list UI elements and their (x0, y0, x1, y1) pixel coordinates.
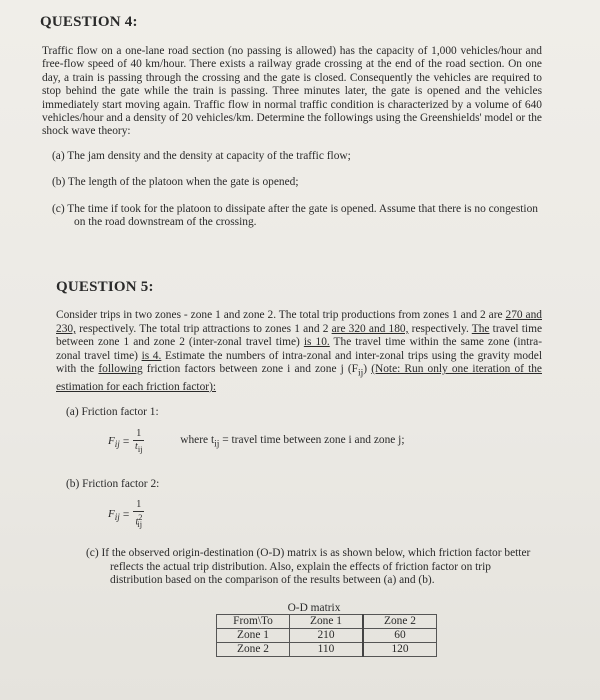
question-5-paragraph: Consider trips in two zones - zone 1 and zone 2. The total trip productions from zones 1 and 2 are 270 and 230, respectively. The total trip attractions to zones 1 and 2 are 320 and 180, respectively. The travel time between zone 1 and zone 2 (inter-zonal travel time) is 10. The travel time within the same zone (intra-zonal travel time) is 4. Estimate the numbers of intra-zonal and inter-zonal trips using the gravity model with the following friction factors between zone i and zone j $(F_{ij})$ (Note: Run only one iteration of the estimation for each friction factor): (56, 309, 542, 393)
table-row (217, 642, 437, 656)
question-5-part-c: (c) If the observed origin-destination (O-D) matrix is as shown below, which friction factor better reflects the actual trip distribution. Also, explain the effects of friction factor on trip distribution based on the comparison of the results between (a) and (b). (86, 547, 531, 587)
question-4-part-a: (a) The jam density and the density at capacity of the traffic flow; (52, 149, 351, 162)
question-5-part-b-label: (b) Friction factor 2: (66, 477, 160, 490)
table-cell: 210 (290, 628, 364, 642)
table-row (217, 628, 437, 642)
table-cell: Zone 2 (217, 642, 290, 656)
table-cell: 60 (363, 628, 437, 642)
question-4-paragraph: Traffic flow on a one-lane road section (no passing is allowed) has the capacity of 1,000 vehicles/hour and free-flow speed of 40 km/hour. There exists a railway grade crossing at the end of the road section. On one day, a train is passing through the crossing and the gate is closed. Consequently the vehicles are required to stop behind the gate while the train is passing. Three minutes later, the gate is opened and the vehicles immediately start moving again. Traffic flow in normal traffic condition is characterized by a volume of 640 vehicles/hour and a density of 20 vehicles/km. Determine the followings using the Greenshields' model or the shock wave theory: (42, 45, 542, 138)
od-matrix-caption: O-D matrix (287, 601, 341, 614)
friction-factor-1-formula: $F_{ij}$ = $\frac{1}{t_{ij}}$ where $t_{ij}$ = travel time between zone i and zone j; (108, 427, 405, 454)
question-5-part-a-label: (a) Friction factor 1: (66, 406, 159, 419)
table-row (217, 614, 437, 628)
question-5-title: QUESTION 5: (56, 279, 154, 296)
od-matrix-table (216, 614, 437, 657)
question-4-part-b: (b) The length of the platoon when the gate is opened; (52, 176, 299, 189)
question-4-title: QUESTION 4: (40, 14, 138, 30)
travel-time-definition: where $t_{ij}$ = travel time between zone i and zone j; (180, 433, 405, 450)
question-4-part-c: (c) The time if took for the platoon to dissipate after the gate is opened. Assume that there is no congestion on the road downstream of the crossing. (52, 202, 538, 229)
table-cell: 120 (363, 642, 437, 656)
table-header-cell: Zone 2 (363, 614, 437, 628)
table-header-cell: From\To (217, 614, 290, 628)
table-cell: 110 (290, 642, 364, 656)
table-cell: Zone 1 (217, 628, 290, 642)
od-matrix (216, 602, 454, 657)
friction-factor-2-formula: $F_{ij}$ = $\frac{1}{t^2_{ij}}$ (108, 499, 143, 530)
question-5-note: (Note: Run only one iteration of the estimation for each friction factor): (56, 363, 542, 393)
table-header-cell: Zone 1 (290, 614, 364, 628)
